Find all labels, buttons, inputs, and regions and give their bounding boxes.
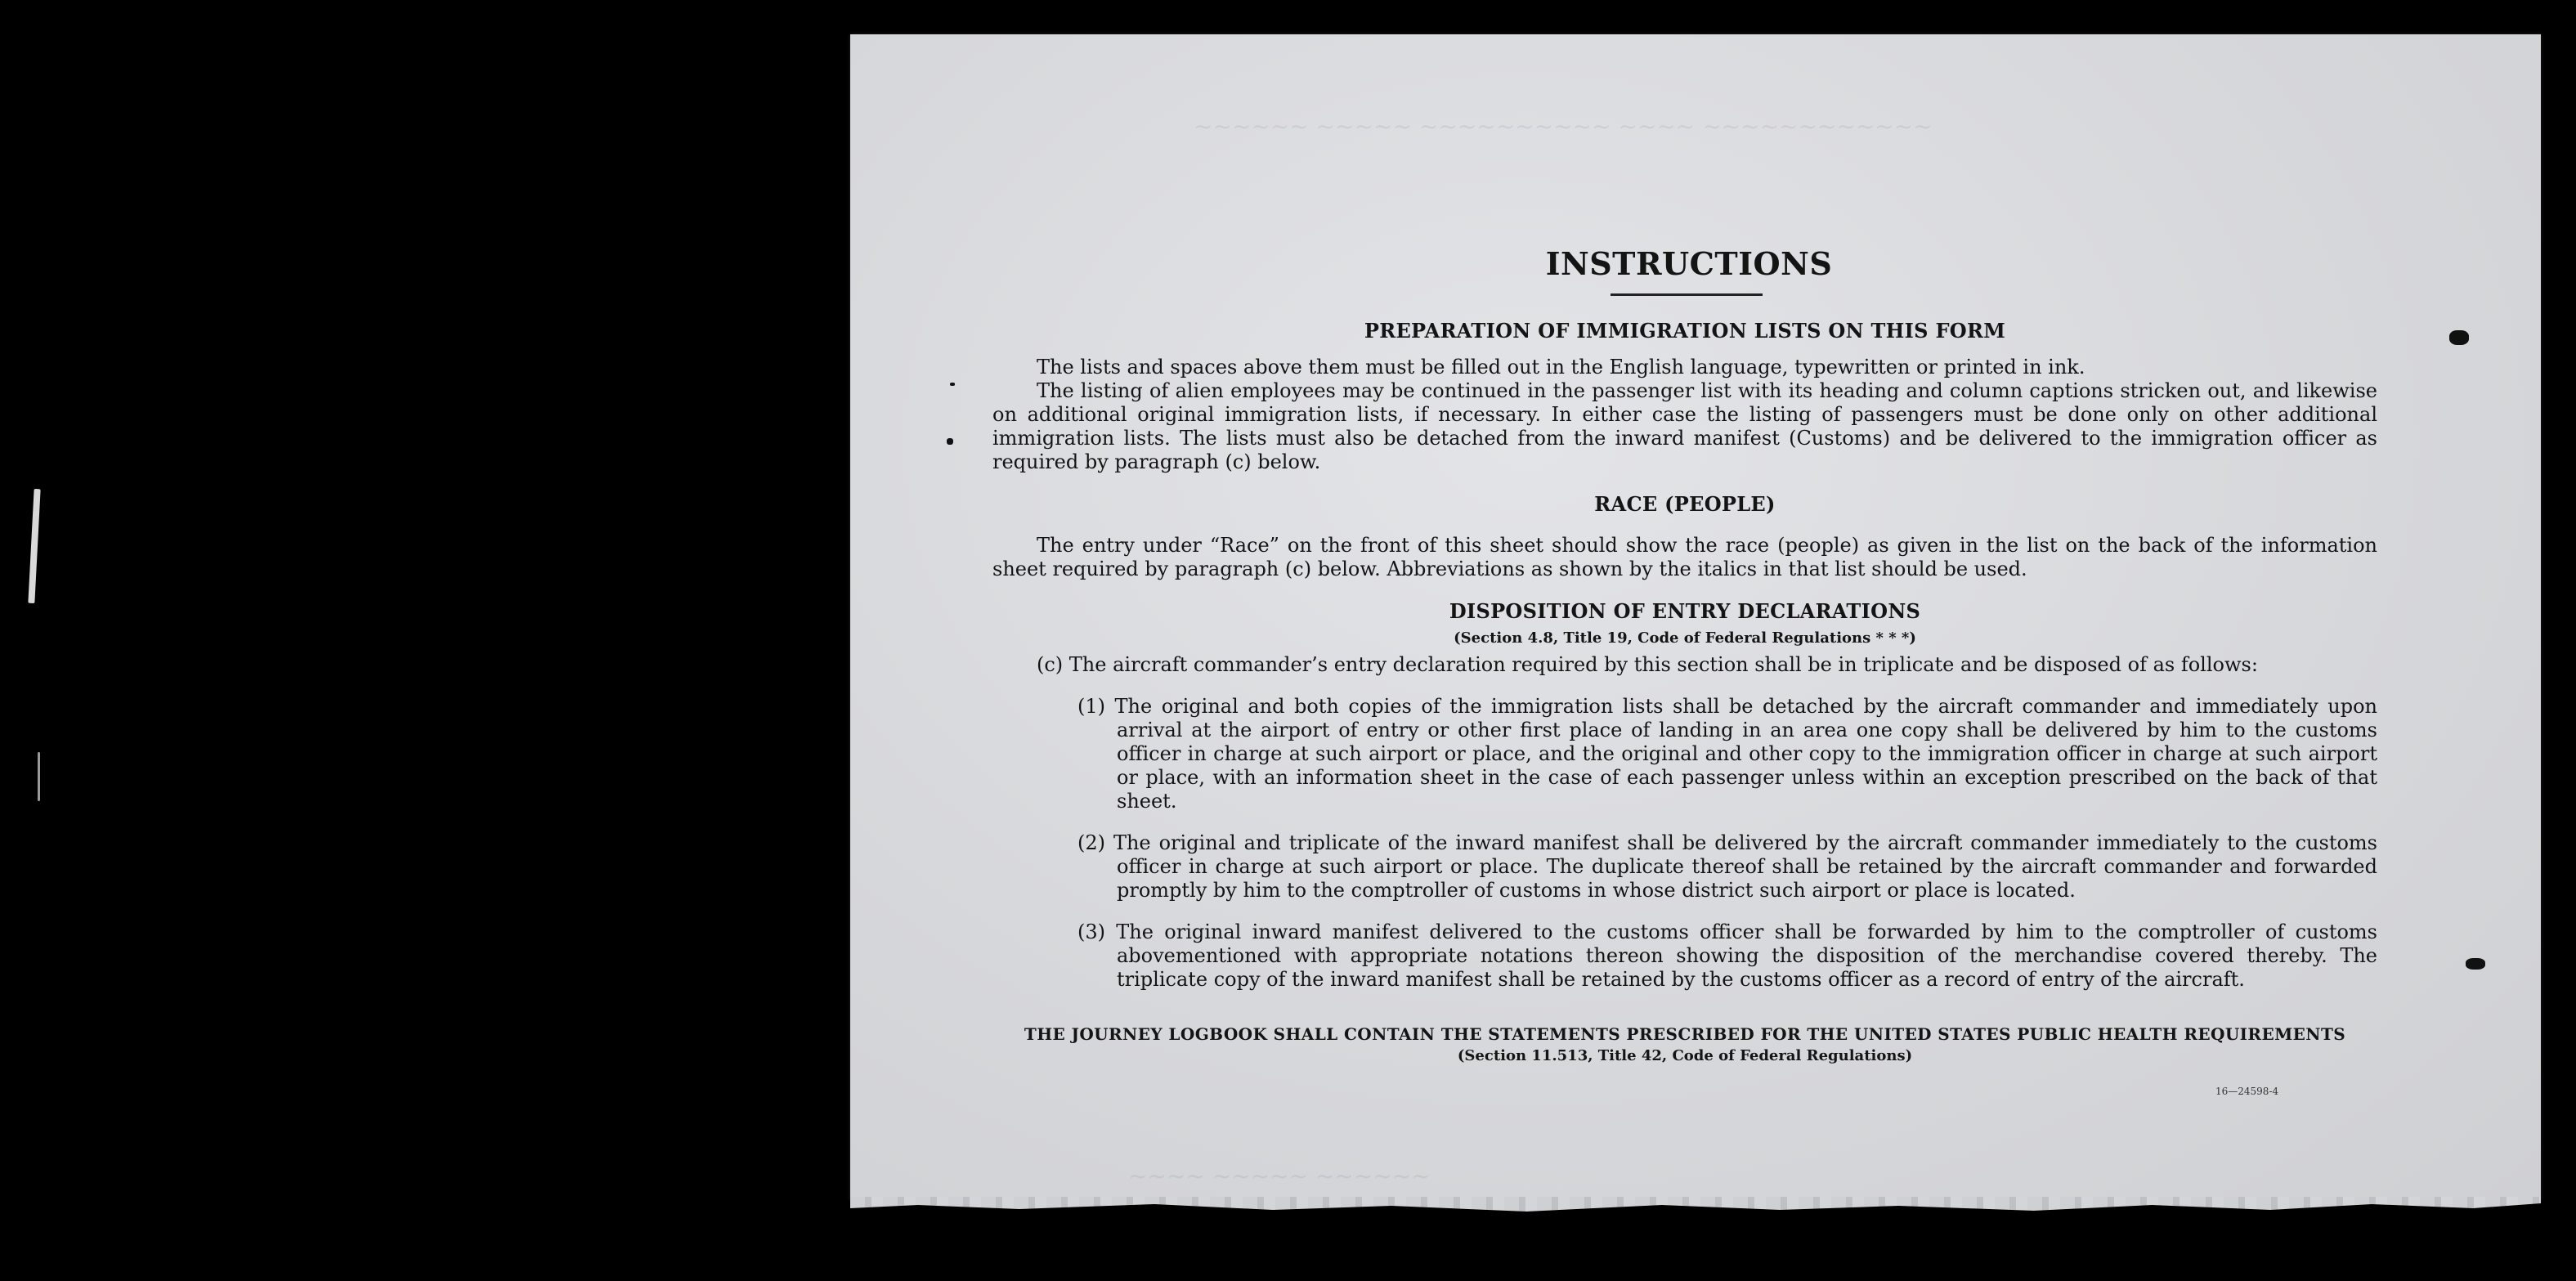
section-heading-race: RACE (PEOPLE)	[1594, 492, 1776, 516]
title-rule	[1611, 293, 1763, 296]
list-item-2: (2) The original and triplicate of the inward manifest shall be delivered by the aircraft commander immediately to the customs officer in charge at such airport or place. The duplicate thereof shall be retained by the aircraft commander and forwarded promptly by him to the comptroller of customs in whose district such airport or place is located.	[1077, 831, 2377, 902]
footer-logbook-notice: THE JOURNEY LOGBOOK SHALL CONTAIN THE STATEMENTS PRESCRIBED FOR THE UNITED STATES PUBLIC HEALTH REQUIREMENTS	[1024, 1024, 2346, 1044]
ink-smudge	[950, 383, 955, 386]
citation-section-4-8: (Section 4.8, Title 19, Code of Federal Regulations * * *)	[1454, 629, 1916, 647]
torn-edge	[850, 1197, 2541, 1213]
section-heading-preparation: PREPARATION OF IMMIGRATION LISTS ON THIS FORM	[1364, 319, 2006, 343]
ink-smudge	[947, 438, 953, 445]
list-item-1: (1) The original and both copies of the immigration lists shall be detached by the aircraft commander and immediately upon arrival at the airport of entry or other first place of landing in an area one copy shall be delivered by him to the customs officer in charge at such airport or place, and the original and other copy to the immigration officer in charge at such airport or place, with an information sheet in the case of each passenger unless within an exception prescribed on the back of that sheet.	[1077, 695, 2377, 813]
bleed-through: ~~~~~~ ~~~~~ ~~~~~~~~~~ ~~~~ ~~~~~~~~~~~~	[1194, 113, 1933, 140]
footer-citation: (Section 11.513, Title 42, Code of Federal Regulations)	[1457, 1047, 1913, 1064]
scan-edge-artifact	[38, 752, 40, 801]
paragraph-race-entry: The entry under “Race” on the front of this sheet should show the race (people) as given in the list on the back of the information sheet required by paragraph (c) below. Abbreviations as shown by the italics in that list should be used.	[992, 534, 2377, 580]
section-heading-disposition: DISPOSITION OF ENTRY DECLARATIONS	[1449, 599, 1921, 623]
document-page	[850, 34, 2541, 1200]
ink-smudge	[2449, 330, 2469, 345]
form-number: 16—24598-4	[2215, 1086, 2279, 1097]
page-title: INSTRUCTIONS	[1545, 245, 1833, 282]
paragraph-lists-language: The lists and spaces above them must be filled out in the English language, typewritten or printed in ink.	[1037, 356, 2085, 378]
ink-smudge	[2466, 958, 2485, 970]
bleed-through: ~~~~ ~~~~~ ~~~~~~	[1128, 1162, 1431, 1189]
list-item-3: (3) The original inward manifest delivered to the customs officer shall be forwarded by him to the comptroller of customs abovementioned with appropriate notations thereon showing the disposition of the merchandise covered thereby. The triplicate copy of the inward manifest shall be retained by the customs officer as a record of entry of the aircraft.	[1077, 920, 2377, 991]
paragraph-c-intro: (c) The aircraft commander’s entry declaration required by this section shall be in triplicate and be disposed of as follows:	[1037, 653, 2258, 676]
document-content	[992, 214, 2377, 1097]
scan-edge-artifact	[28, 489, 40, 603]
paragraph-alien-employees: The listing of alien employees may be continued in the passenger list with its heading and column captions stricken out, and likewise on additional original immigration lists, if necessary. In either case the listing of passengers must be done only on other additional immigration lists. The lists must also be detached from the inward manifest (Customs) and be delivered to the immigration officer as required by paragraph (c) below.	[992, 379, 2377, 473]
